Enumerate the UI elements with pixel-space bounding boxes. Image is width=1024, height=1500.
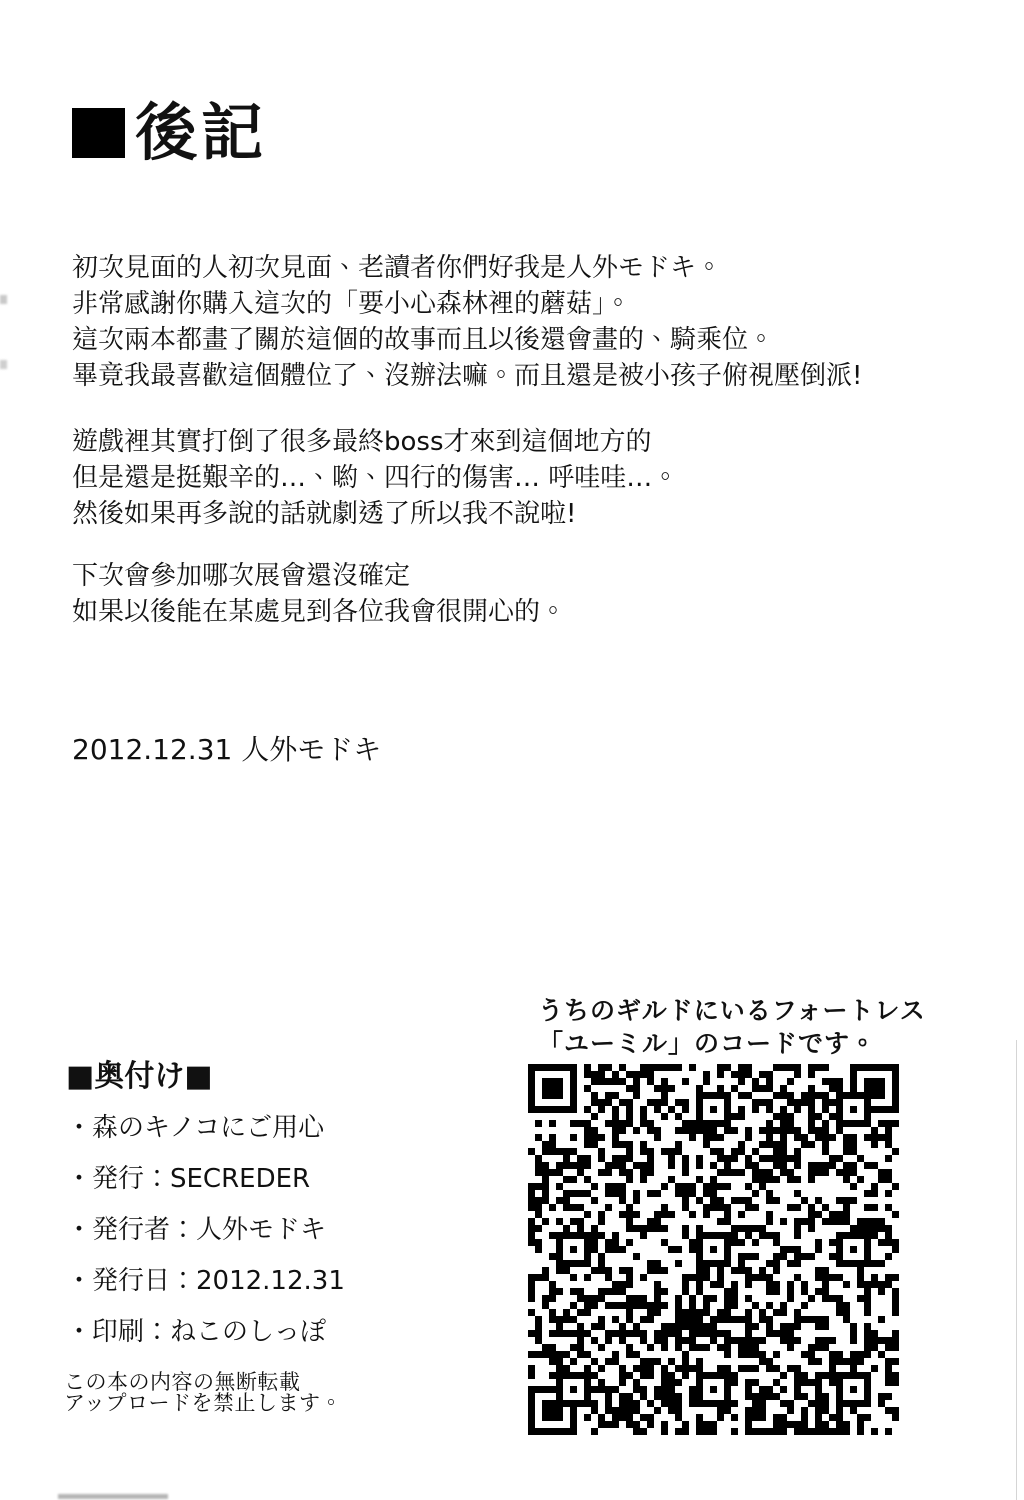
scan-artifact (0, 360, 7, 369)
notice-line: この本の内容の無断転載 (64, 1370, 301, 1394)
colophon-title: ■奥付け■ (66, 1059, 213, 1094)
qr-caption-line: 「ユーミル」のコードです。 (538, 1029, 877, 1058)
text-line: 初次見面的人初次見面、老讀者你們好我是人外モドキ。 (72, 253, 723, 283)
text-line: 下次會參加哪次展會還沒確定 (72, 561, 411, 591)
text-line: 這次兩本都畫了關於這個的故事而且以後還會畫的、騎乘位。 (72, 325, 775, 355)
notice-line: アップロードを禁止します。 (64, 1391, 343, 1415)
title-square-marker (72, 108, 125, 158)
afterword-paragraph-1 (72, 250, 862, 394)
text-line: 遊戲裡其實打倒了很多最終boss才來到這個地方的 (72, 427, 652, 457)
text-line: 然後如果再多說的話就劇透了所以我不說啦! (72, 499, 577, 529)
page-title-row (72, 96, 267, 170)
colophon-item-publish-date: ・発行日：2012.12.31 (66, 1266, 345, 1296)
afterword-paragraph-2 (72, 424, 678, 532)
colophon-item-publisher: ・発行：SECREDER (66, 1164, 311, 1194)
scan-artifact (0, 295, 7, 304)
text-line: 如果以後能在某處見到各位我會很開心的。 (72, 597, 567, 627)
colophon-list (66, 1113, 345, 1368)
scan-artifact (58, 1494, 168, 1499)
qr-caption (538, 994, 926, 1060)
text-line: 非常感謝你購入這次的「要小心森林裡的蘑菇」。 (72, 289, 632, 319)
afterword-paragraph-3 (72, 558, 566, 630)
text-line: 畢竟我最喜歡這個體位了、沒辦法嘛。而且還是被小孩子俯視壓倒派! (72, 361, 863, 391)
date-signature: 2012.12.31 人外モドキ (72, 733, 382, 766)
qr-caption-line: うちのギルドにいるフォートレス (538, 996, 926, 1025)
scan-artifact (1016, 1040, 1017, 1500)
reproduction-notice (64, 1372, 342, 1414)
text-line: 但是還是挺艱辛的…、喲、四行的傷害… 呼哇哇…。 (72, 463, 679, 493)
page-title: 後記 (135, 96, 268, 169)
colophon-item-book-title: ・森のキノコにご用心 (66, 1113, 325, 1143)
colophon-item-author: ・発行者：人外モドキ (66, 1215, 327, 1245)
colophon-item-printer: ・印刷：ねこのしっぽ (66, 1317, 327, 1347)
qr-code (528, 1064, 899, 1435)
